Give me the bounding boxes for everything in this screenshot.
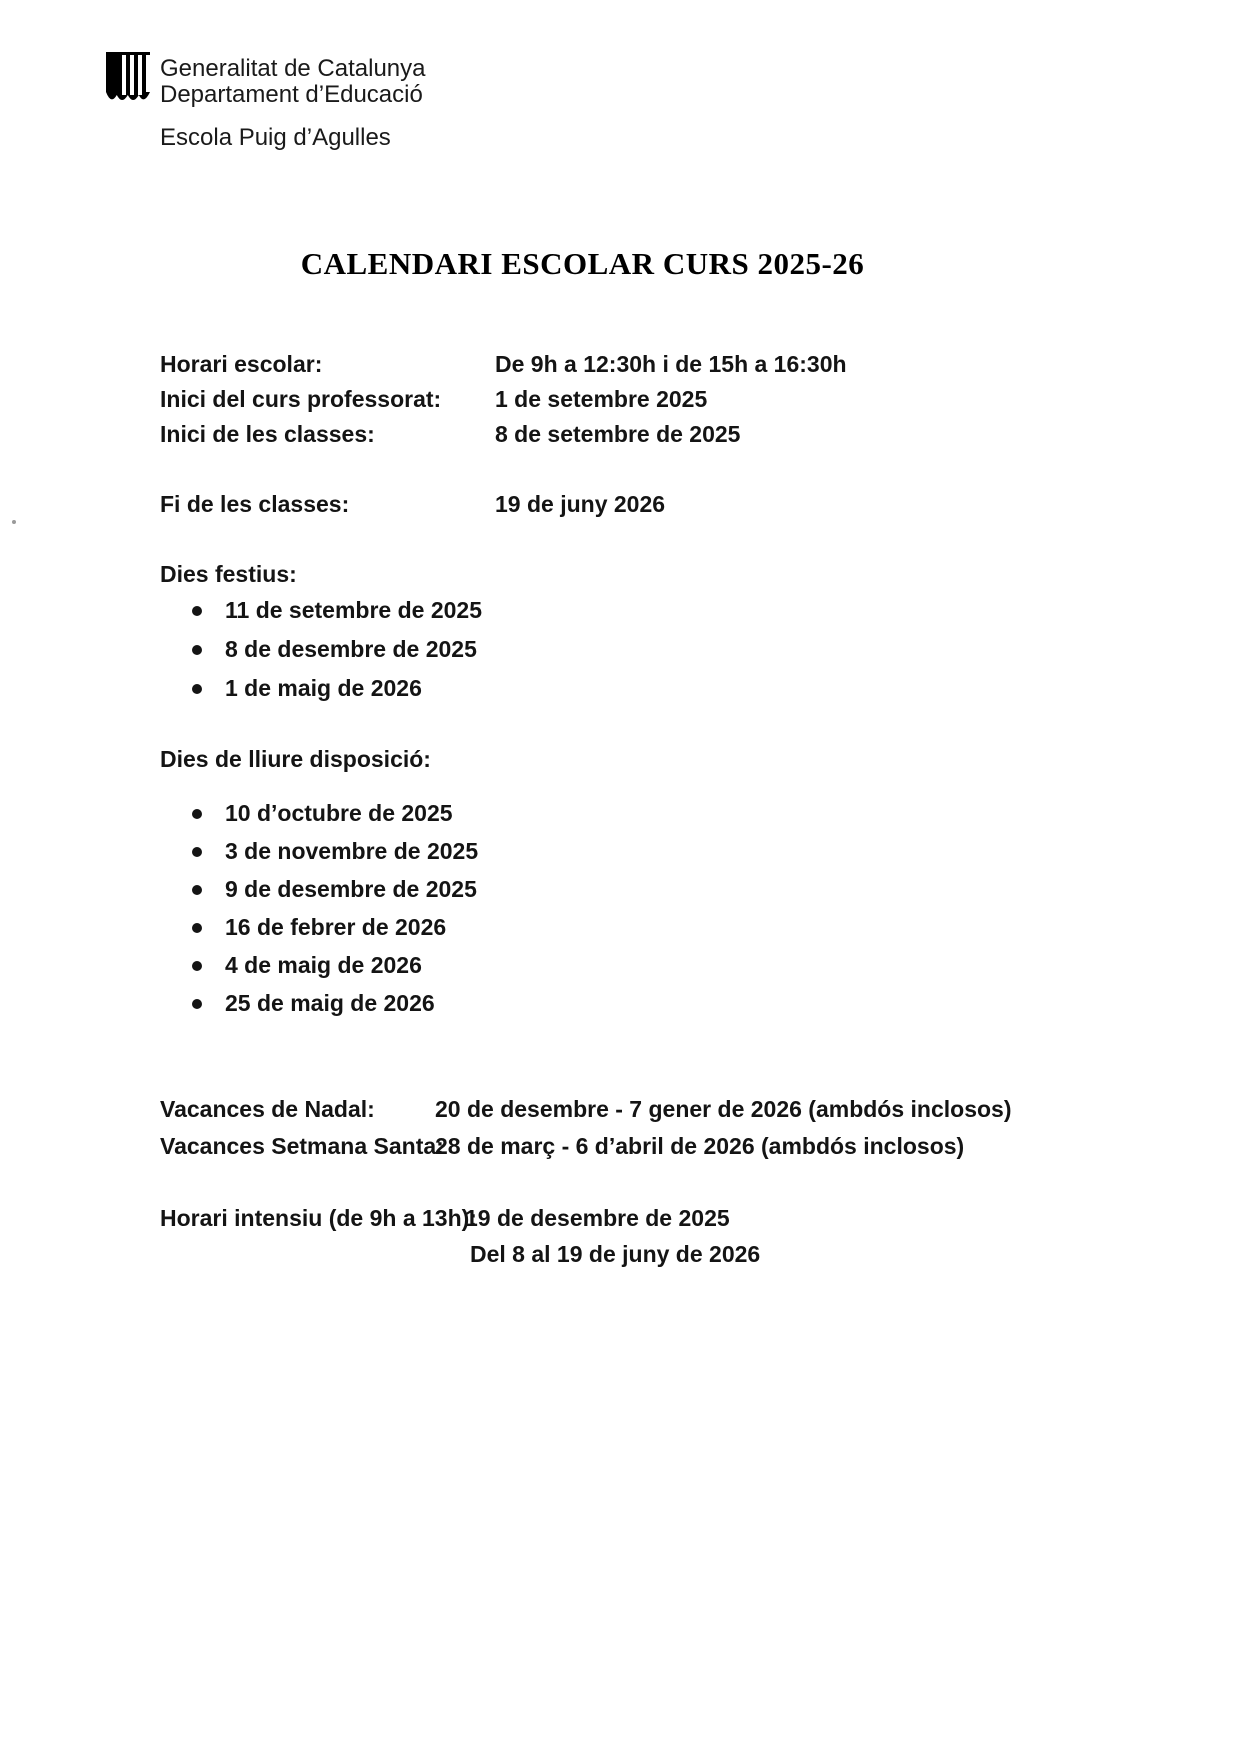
- list-item-text: 9 de desembre de 2025: [225, 876, 477, 902]
- page-title: CALENDARI ESCOLAR CURS 2025-26: [300, 246, 865, 281]
- schedule-label: Inici de les classes:: [160, 421, 375, 447]
- list-item-text: 8 de desembre de 2025: [225, 636, 477, 662]
- vacances-label: Vacances Setmana Santa:: [160, 1133, 444, 1159]
- scan-artifact-dot: [12, 520, 16, 524]
- list-item: [192, 952, 422, 979]
- list-item: [192, 597, 482, 624]
- bullet-icon: [192, 809, 202, 819]
- list-item-text: 16 de febrer de 2026: [225, 914, 447, 940]
- schedule-row: [160, 491, 665, 518]
- list-item: [192, 675, 422, 702]
- school-name: Escola Puig d’Agulles: [160, 124, 391, 151]
- bullet-icon: [192, 684, 202, 694]
- list-item: [192, 914, 446, 941]
- list-item: [192, 990, 435, 1017]
- horari-intensiu-label: Horari intensiu (de 9h a 13h):: [160, 1205, 477, 1231]
- list-item-text: 10 d’octubre de 2025: [225, 800, 453, 826]
- vacances-row: [160, 1133, 964, 1160]
- bullet-icon: [192, 645, 202, 655]
- bullet-icon: [192, 847, 202, 857]
- bullet-icon: [192, 606, 202, 616]
- list-item: [192, 636, 477, 663]
- vacances-row: [160, 1096, 1012, 1123]
- schedule-value: De 9h a 12:30h i de 15h a 16:30h: [495, 351, 847, 377]
- org-line-2: Departament d’Educació: [160, 81, 423, 108]
- schedule-label: Horari escolar:: [160, 351, 323, 377]
- list-item-text: 11 de setembre de 2025: [225, 597, 482, 623]
- schedule-row: [160, 421, 740, 448]
- list-item-text: 3 de novembre de 2025: [225, 838, 479, 864]
- org-name-block: [160, 56, 426, 108]
- schedule-value: 1 de setembre 2025: [495, 386, 708, 412]
- schedule-label: Inici del curs professorat:: [160, 386, 442, 412]
- org-line-1: Generalitat de Catalunya: [160, 55, 426, 82]
- bullet-icon: [192, 923, 202, 933]
- vacances-value: 20 de desembre - 7 gener de 2026 (ambdós inclosos): [435, 1096, 1012, 1122]
- horari-intensiu-row: [160, 1205, 730, 1232]
- horari-intensiu-value-1: 19 de desembre de 2025: [465, 1205, 730, 1231]
- bullet-icon: [192, 885, 202, 895]
- schedule-label: Fi de les classes:: [160, 491, 350, 517]
- list-item-text: 1 de maig de 2026: [225, 675, 422, 701]
- lliure-disposicio-heading: Dies de lliure disposició:: [160, 746, 431, 772]
- schedule-row: [160, 351, 847, 378]
- schedule-row: [160, 386, 707, 413]
- dies-festius-heading: Dies festius:: [160, 561, 297, 587]
- generalitat-logo-icon: [105, 52, 151, 106]
- schedule-value: 8 de setembre de 2025: [495, 421, 741, 447]
- bullet-icon: [192, 999, 202, 1009]
- vacances-value: 28 de març - 6 d’abril de 2026 (ambdós inclosos): [435, 1133, 965, 1159]
- vacances-label: Vacances de Nadal:: [160, 1096, 375, 1122]
- list-item-text: 25 de maig de 2026: [225, 990, 435, 1016]
- horari-intensiu-value-2: Del 8 al 19 de juny de 2026: [470, 1241, 761, 1267]
- list-item: [192, 876, 477, 903]
- list-item: [192, 838, 478, 865]
- list-item: [192, 800, 453, 827]
- schedule-value: 19 de juny 2026: [495, 491, 666, 517]
- bullet-icon: [192, 961, 202, 971]
- list-item-text: 4 de maig de 2026: [225, 952, 422, 978]
